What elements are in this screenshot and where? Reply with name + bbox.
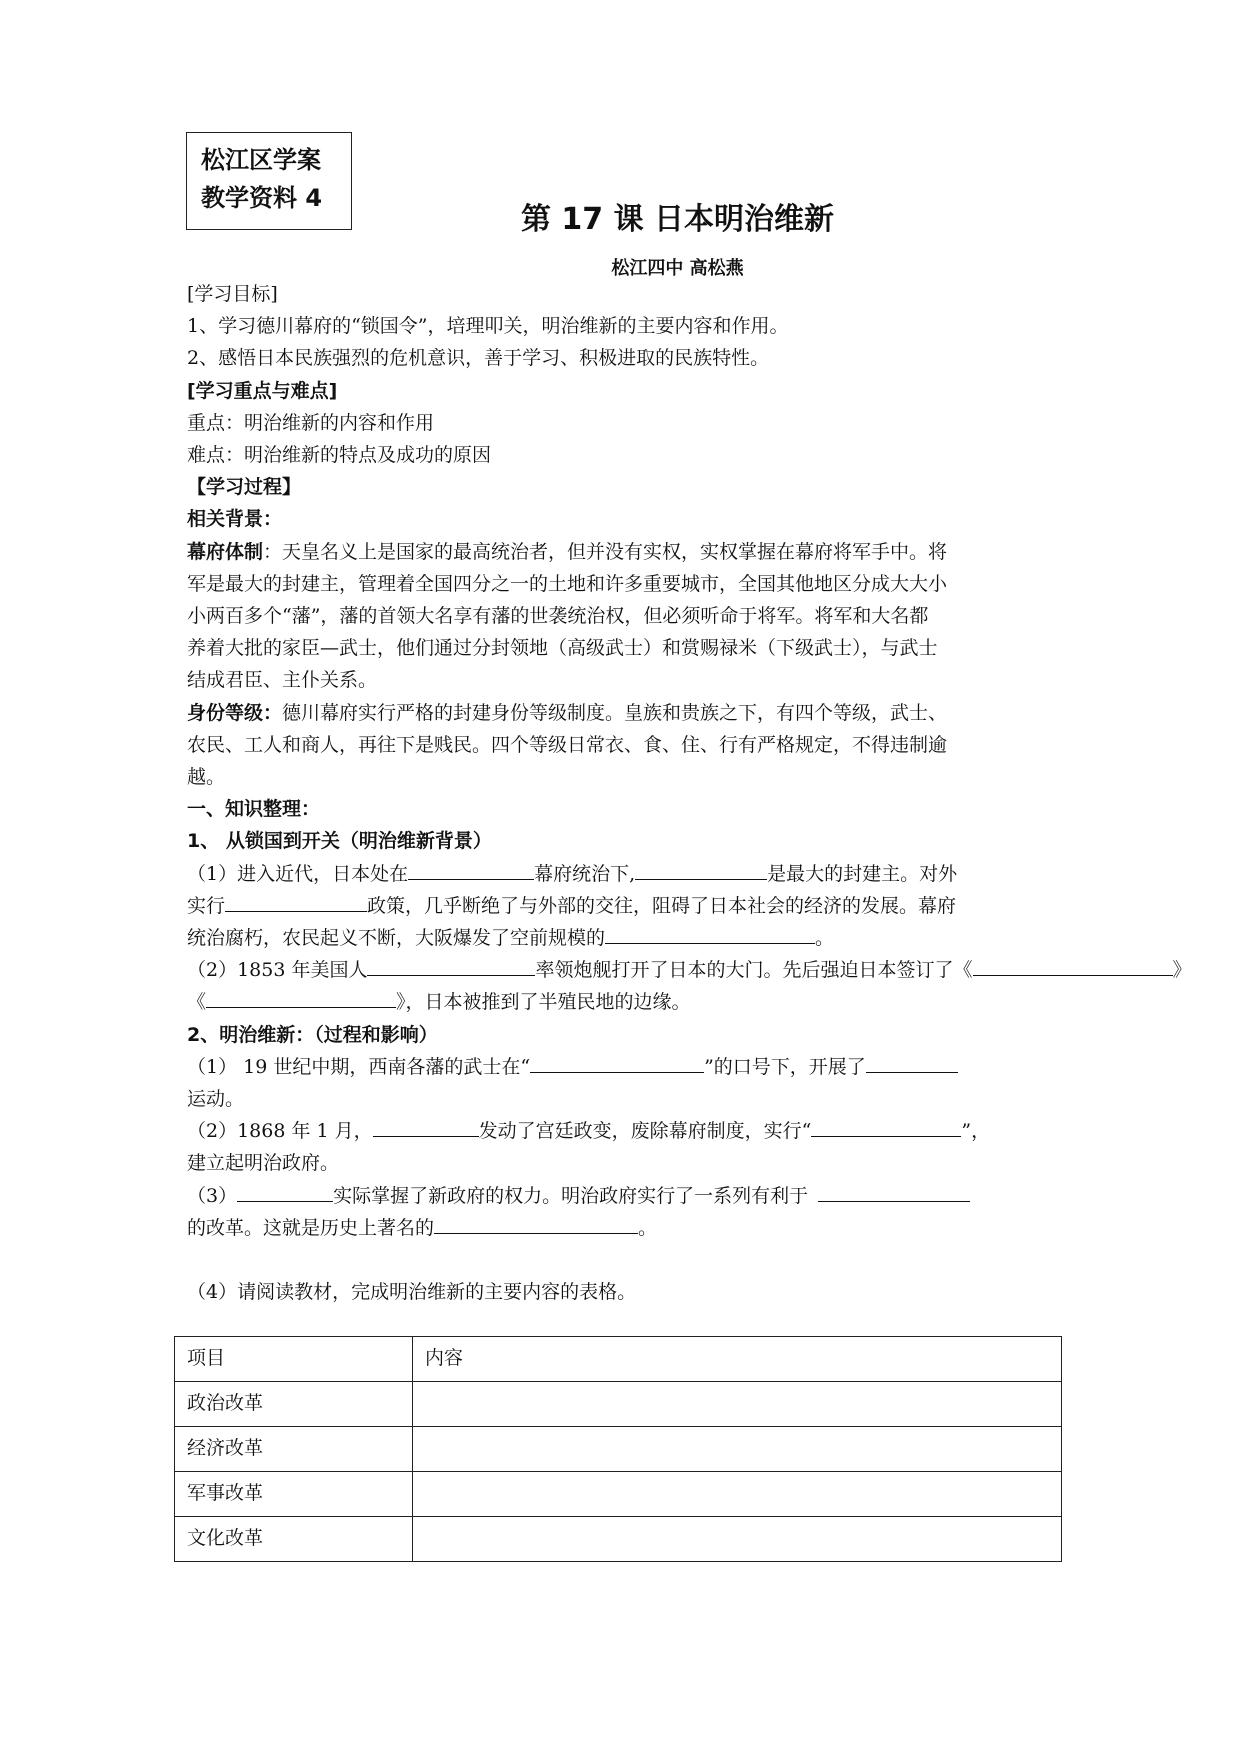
- difficult-point: 难点：明治维新的特点及成功的原因: [187, 444, 492, 467]
- table-cell-item: 军事改革: [175, 1472, 413, 1517]
- section2-question3: （3） 实际掌握了新政府的权力。明治政府实行了一系列有利于: [187, 1180, 1057, 1212]
- section2-question4: （4）请阅读教材，完成明治维新的主要内容的表格。: [187, 1281, 637, 1304]
- table-cell-item: 文化改革: [175, 1517, 413, 1562]
- process-heading: 【学习过程】: [187, 476, 302, 499]
- status-paragraph-line: 身份等级：德川幕府实行严格的封建身份等级制度。皇族和贵族之下，有四个等级，武士、: [187, 701, 948, 724]
- table-row: [175, 1427, 1062, 1472]
- table-header-content: 内容: [413, 1337, 1062, 1382]
- bakufu-paragraph-line: 军是最大的封建主，管理着全国四分之一的土地和许多重要城市，全国其他地区分成大大小: [187, 572, 948, 595]
- section1-heading: 1、 从锁国到开关（明治维新背景）: [187, 830, 492, 853]
- bakufu-paragraph-line: 结成君臣、主仆关系。: [187, 669, 378, 692]
- fill-blank[interactable]: [818, 1181, 970, 1202]
- table-row: [175, 1517, 1062, 1562]
- section1-question1: （1）进入近代，日本处在 幕府统治下, 是最大的封建主。对外: [187, 858, 1057, 890]
- fill-blank[interactable]: [206, 987, 396, 1008]
- table-cell-content[interactable]: [413, 1427, 1062, 1472]
- bakufu-paragraph-line: 幕府体制：天皇名义上是国家的最高统治者，但并没有实权，实权掌握在幕府将军手中。将: [187, 540, 948, 563]
- reform-table: [174, 1336, 1062, 1562]
- objective-item: 1、学习德川幕府的“锁国令”，培理叩关，明治维新的主要内容和作用。: [187, 315, 789, 338]
- key-point: 重点：明治维新的内容和作用: [187, 411, 435, 434]
- fill-blank[interactable]: [408, 859, 534, 880]
- section1-question2: （2）1853 年美国人 率领炮舰打开了日本的大门。先后强迫日本签订了《 》: [187, 954, 1057, 986]
- fill-blank[interactable]: [530, 1052, 704, 1073]
- section2-heading: 2、明治维新：（过程和影响）: [187, 1023, 438, 1046]
- bakufu-label: 幕府体制: [187, 540, 264, 563]
- objectives-heading: [学习目标]: [187, 283, 278, 305]
- fill-blank[interactable]: [605, 923, 815, 944]
- section2-question2-cont: 建立起明治政府。: [187, 1152, 340, 1175]
- bakufu-paragraph-line: 小两百多个“藩”，藩的首领大名享有藩的世袭统治权，但必须听命于将军。将军和大名都: [187, 605, 929, 628]
- fill-blank[interactable]: [225, 891, 367, 912]
- fill-blank[interactable]: [635, 859, 767, 880]
- fill-blank[interactable]: [373, 1116, 479, 1137]
- objective-item: 2、感悟日本民族强烈的危机意识，善于学习、积极进取的民族特性。: [187, 347, 770, 370]
- lesson-title: 第 17 课 日本明治维新: [520, 202, 835, 237]
- fill-blank[interactable]: [237, 1181, 333, 1202]
- fill-blank[interactable]: [866, 1052, 958, 1073]
- table-cell-content[interactable]: [413, 1517, 1062, 1562]
- section1-question2-cont: 《 》，日本被推到了半殖民地的边缘。: [187, 986, 1057, 1018]
- section2-question3-cont: 的改革。这就是历史上著名的 。: [187, 1212, 1057, 1244]
- author-line: 松江四中 高松燕: [611, 258, 744, 279]
- worksheet-body: [187, 278, 1192, 1308]
- knowledge-heading: 一、知识整理：: [187, 798, 321, 821]
- section2-question1-cont: 运动。: [187, 1088, 245, 1111]
- table-row: [175, 1472, 1062, 1517]
- fill-blank[interactable]: [367, 955, 535, 976]
- status-label: 身份等级：: [187, 701, 283, 724]
- section1-question1-cont: 统治腐朽，农民起义不断，大阪爆发了空前规模的 。: [187, 922, 1057, 954]
- table-cell-content[interactable]: [413, 1382, 1062, 1427]
- status-paragraph-line: 农民、工人和商人，再往下是贱民。四个等级日常衣、食、住、行有严格规定，不得违制逾: [187, 733, 948, 756]
- table-header-row: [175, 1337, 1062, 1382]
- fill-blank[interactable]: [973, 955, 1173, 976]
- document-label-line2: 教学资料 4: [201, 184, 323, 212]
- section2-question1: （1） 19 世纪中期，西南各藩的武士在“ ”的口号下，开展了: [187, 1051, 1057, 1083]
- fill-blank[interactable]: [434, 1213, 638, 1234]
- table-cell-item: 政治改革: [175, 1382, 413, 1427]
- table-row: [175, 1382, 1062, 1427]
- fill-blank[interactable]: [811, 1116, 961, 1137]
- status-paragraph-line: 越。: [187, 766, 226, 789]
- section1-question1-cont: 实行 政策，几乎断绝了与外部的交往，阻碍了日本社会的经济的发展。幕府: [187, 890, 1057, 922]
- key-points-heading: [学习重点与难点]: [187, 379, 338, 402]
- document-label-line1: 松江区学案: [201, 146, 321, 174]
- table-cell-item: 经济改革: [175, 1427, 413, 1472]
- table-cell-content[interactable]: [413, 1472, 1062, 1517]
- section2-question2: （2）1868 年 1 月， 发动了宫廷政变，废除幕府制度，实行“ ”，: [187, 1115, 1057, 1147]
- table-header-item: 项目: [175, 1337, 413, 1382]
- bakufu-paragraph-line: 养着大批的家臣—武士，他们通过分封领地（高级武士）和赏赐禄米（下级武士），与武士: [187, 637, 938, 660]
- background-heading: 相关背景：: [187, 508, 283, 531]
